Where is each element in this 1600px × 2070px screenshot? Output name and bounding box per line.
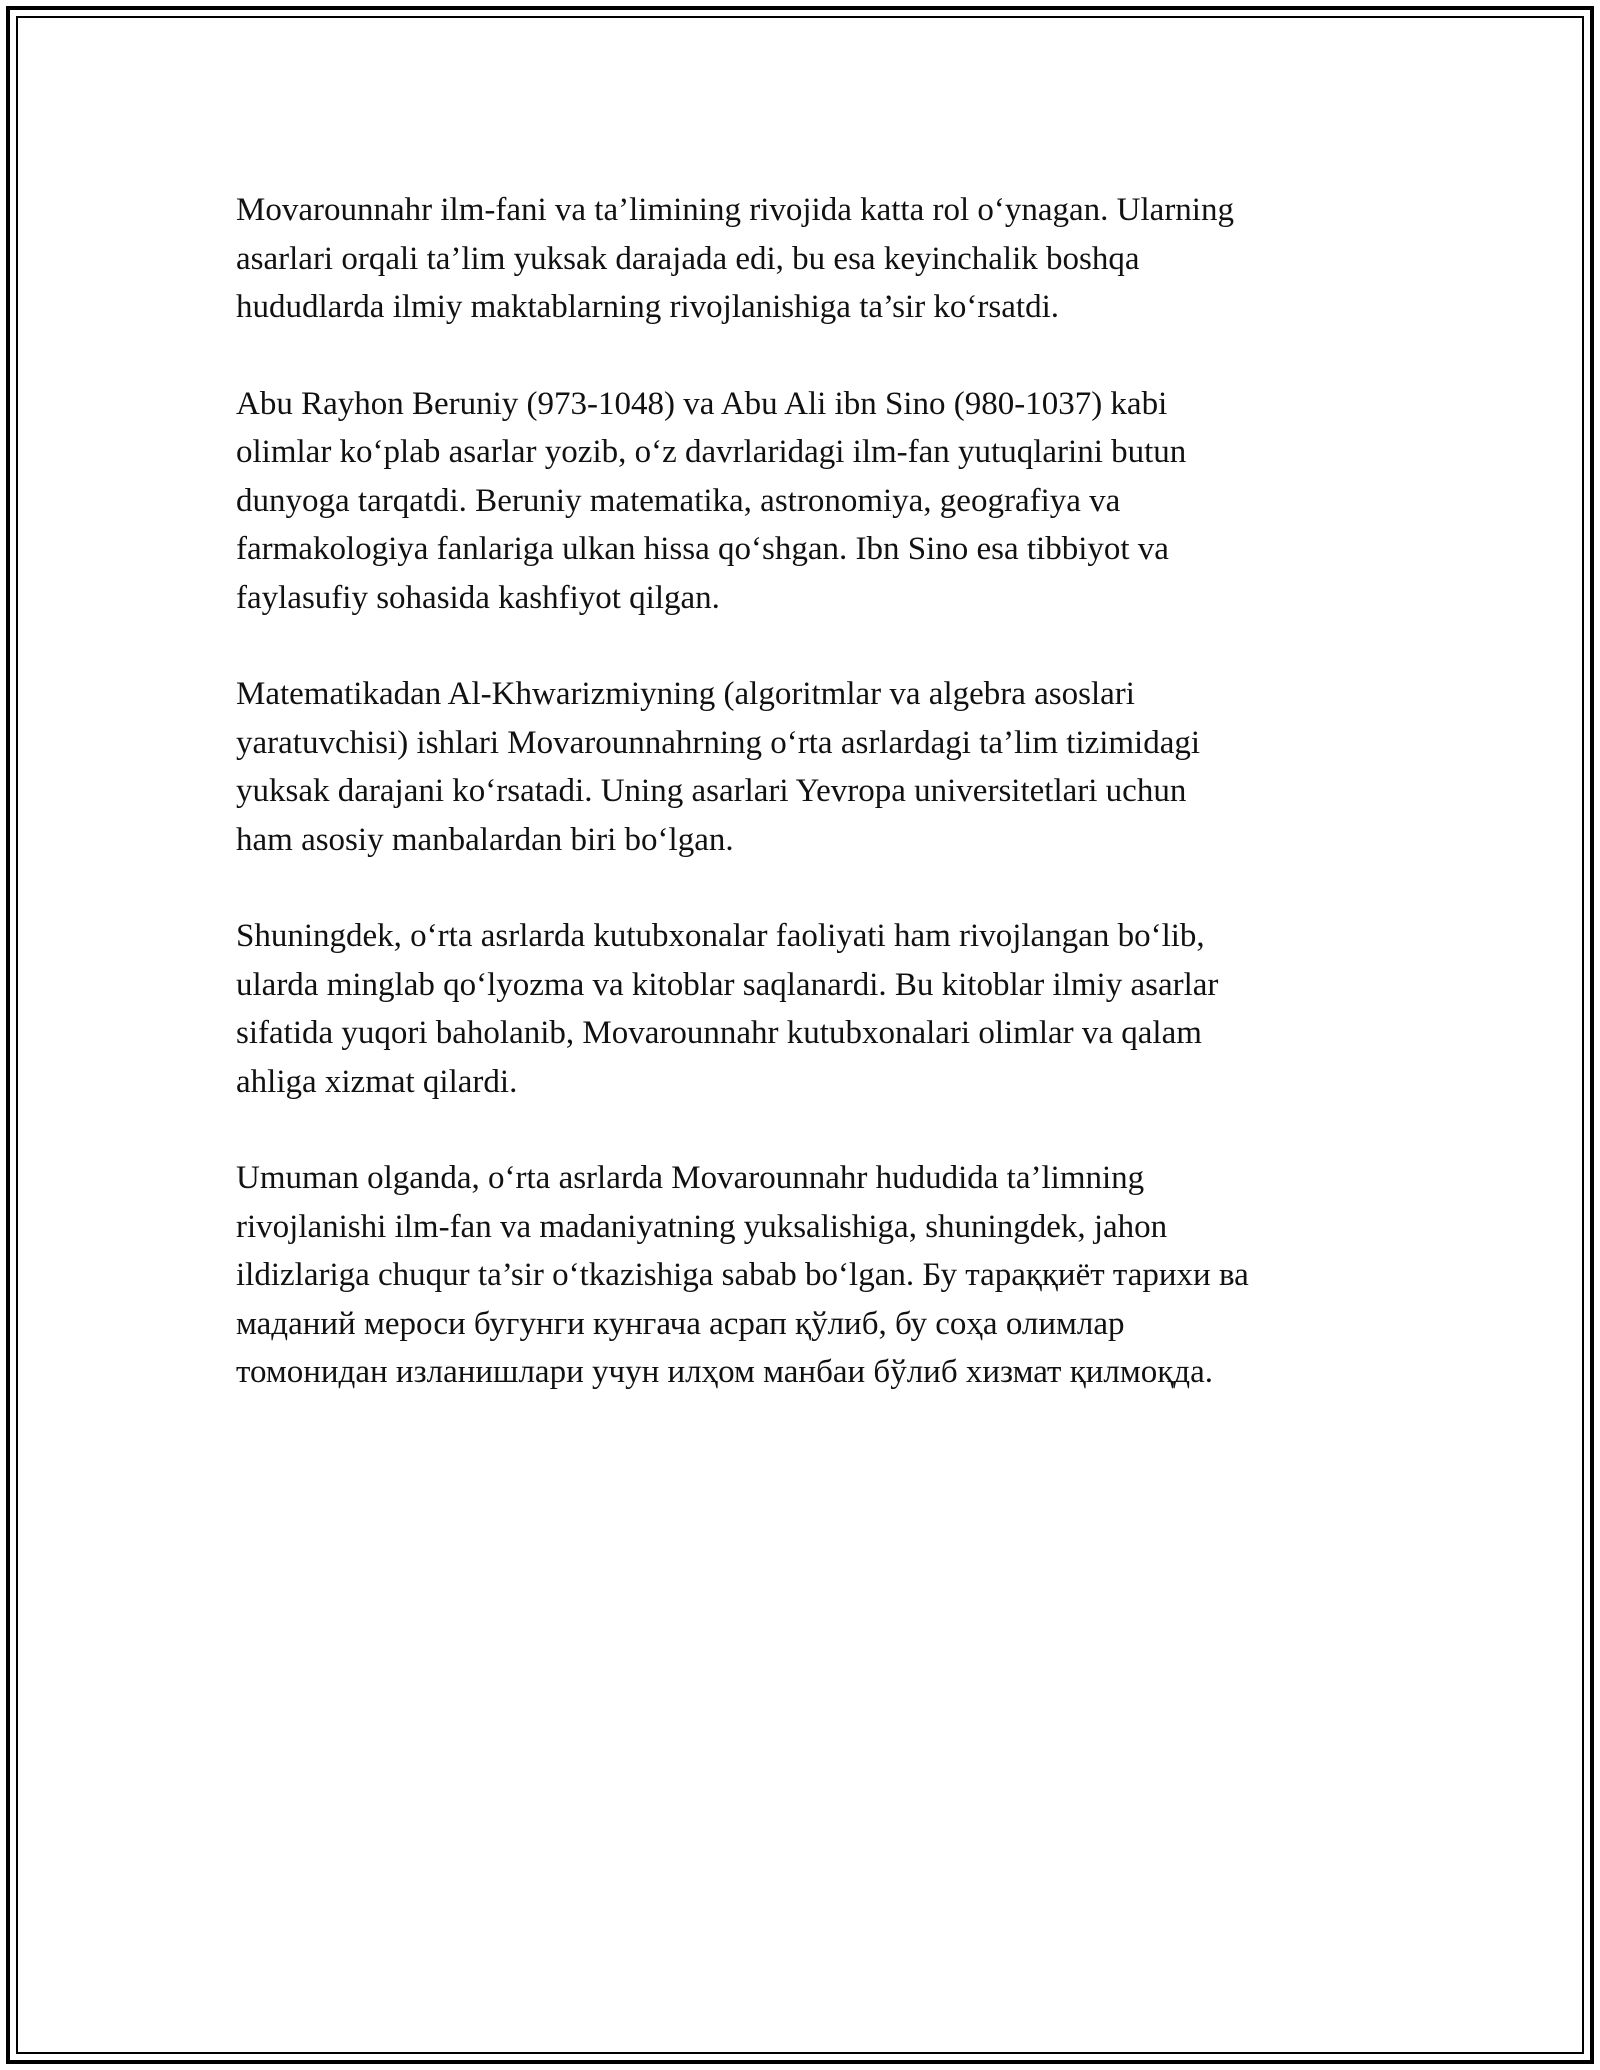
paragraph-3: Matematikadan Al-Khwarizmiyning (algoritmlar va algebra asoslari yaratuvchisi) ishlari Movarounnahrning o‘rta asrlardagi ta’lim tizimidagi yuksak darajani ko‘rsatadi. Uning asarlari Yevropa universitetlari uchun ham asosiy manbalardan biri bo‘lgan. xyxy=(236,676,1201,858)
document-body xyxy=(236,186,1376,1445)
paragraph-2: Abu Rayhon Beruniy (973-1048) va Abu Ali ibn Sino (980-1037) kabi olimlar ko‘plab asarlar yozib, o‘z davrlaridagi ilm-fan yutuqlarini butun dunyoga tarqatdi. Beruniy matematika, astronomiya, geografiya va farmakologiya fanlariga ulkan hissa qo‘shgan. Ibn Sino esa tibbiyot va faylasufiy sohasida kashfiyot qilgan. xyxy=(236,385,1187,616)
paragraph-1: Movarounnahr ilm-fani va ta’limining rivojida katta rol o‘ynagan. Ularning asarlari orqali ta’lim yuksak darajada edi, bu esa keyinchalik boshqa hududlarda ilmiy maktablarning rivojlanishiga ta’sir ko‘rsatdi. xyxy=(236,192,1234,325)
paragraph-4: Shuningdek, o‘rta asrlarda kutubxonalar faoliyati ham rivojlangan bo‘lib, ularda minglab qo‘lyozma va kitoblar saqlanardi. Bu kitoblar ilmiy asarlar sifatida yuqori baholanib, Movarounnahr kutubxonalari olimlar va qalam ahliga xizmat qilardi. xyxy=(236,918,1219,1100)
paragraph-5: Umuman olganda, o‘rta asrlarda Movarounnahr hududida ta’limning rivojlanishi ilm-fan va madaniyatning yuksalishiga, shuningdek, jahon ildizlariga chuqur ta’sir o‘tkazishiga sabab bo‘lgan. Бу тараққиёт тарихи ва маданий мероси бугунги кунгача асрап қўлиб, бу соҳа олимлар томонидан изланишлари учун илҳом манбаи бўлиб хизмат қилмоқда. xyxy=(236,1160,1249,1390)
